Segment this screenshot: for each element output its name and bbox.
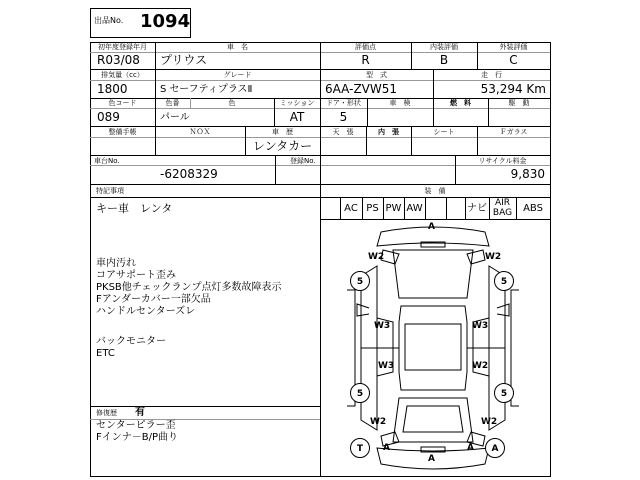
label-fuel: 燃 料 — [450, 99, 471, 107]
label-color: 色 — [228, 99, 236, 107]
repair-line-2: Fインナ－B/P曲り — [96, 432, 179, 443]
label-doors-shape: ドア・形状 — [326, 99, 361, 107]
chassis-number: -6208329 — [160, 167, 218, 181]
label-repair-history: 修復歴 — [96, 409, 117, 417]
label-equipment: 装 備 — [424, 187, 446, 195]
equip-aw: AW — [406, 203, 423, 214]
damage-w2-front-right: W2 — [485, 252, 502, 262]
label-chassis: 車台No. — [94, 157, 120, 165]
repair-line-1: センターピラー歪 — [96, 420, 176, 431]
label-nox: ＮＯＸ — [189, 128, 211, 136]
car-name: プリウス — [160, 53, 208, 67]
label-roof: 天 張 — [332, 128, 354, 136]
tire-rear-right: 5 — [494, 383, 514, 403]
remarks-line1: キー車 レンタ — [96, 202, 173, 215]
label-displacement: 排気量（cc） — [101, 71, 144, 79]
equip-airbag-line1: AIR — [494, 198, 511, 208]
remark-item: バックモニター — [96, 336, 166, 347]
label-seat: シート — [433, 128, 455, 136]
tire-front-right: 5 — [494, 271, 514, 291]
label-interior-lining: 内 張 — [378, 128, 399, 136]
damage-a-bottom-right: A — [467, 443, 474, 453]
label-grade: グレード — [223, 71, 252, 79]
remark-item: ハンドルセンターズレ — [96, 306, 196, 317]
tire-front-left: 5 — [350, 271, 370, 291]
remark-item: ETC — [96, 348, 115, 359]
tire-bottom-right: A — [485, 438, 505, 458]
tire-rear-left: 5 — [350, 383, 370, 403]
label-color-num: 色番 — [165, 99, 180, 107]
label-model: 型 式 — [366, 71, 387, 79]
equip-pw: PW — [385, 203, 402, 214]
damage-a-bottom-left: A — [383, 443, 390, 453]
label-reg-year: 初年度登録年月 — [98, 43, 147, 51]
label-recycle: リサイクル料金 — [478, 157, 527, 165]
damage-w3-left-front-door: W3 — [374, 321, 391, 331]
label-maintenance: 整備手帳 — [108, 128, 137, 136]
remark-item: 車内汚れ — [96, 258, 136, 269]
grade: S セーフティプラスⅡ — [160, 84, 253, 95]
reg-year: R03/08 — [97, 53, 140, 67]
mileage: 53,294 Km — [480, 82, 546, 96]
transmission: AT — [289, 110, 305, 124]
score: R — [361, 53, 370, 67]
damage-rear-a: A — [428, 454, 435, 464]
car-damage-diagram — [321, 220, 550, 476]
label-exterior-score: 外装評価 — [499, 43, 528, 51]
equip-airbag-line2: BAG — [492, 208, 513, 218]
color-code: 089 — [97, 110, 120, 124]
lot-number-label: 出品No. — [94, 16, 124, 25]
displacement: 1800 — [97, 82, 128, 96]
label-color-code: 色コード — [108, 99, 137, 107]
equip-ac: AC — [344, 203, 358, 214]
label-reg-no: 登録No. — [290, 157, 316, 165]
model-code: 6AA-ZVW51 — [325, 82, 398, 96]
interior-score: B — [439, 53, 449, 67]
label-transmission: ミッション — [279, 99, 315, 107]
label-glass: Ｆガラス — [499, 128, 528, 136]
label-history: 車 歴 — [272, 128, 293, 136]
damage-w2-front-left: W2 — [368, 252, 385, 262]
recycle-fee: 9,830 — [510, 167, 545, 181]
label-remarks: 特記事項 — [96, 187, 124, 195]
damage-w3-left-rear-door: W3 — [378, 361, 395, 371]
damage-w2-right-rear-door: W2 — [472, 361, 489, 371]
repair-history-value: 有 — [135, 407, 145, 418]
doors: 5 — [339, 110, 348, 124]
remark-item: PKSB他チェックランプ点灯多数故障表示 — [96, 282, 282, 293]
equip-abs: ABS — [523, 203, 543, 214]
damage-w3-right-front-door: W3 — [472, 321, 489, 331]
history: レンタカー — [252, 139, 313, 153]
label-interior-score: 内装評価 — [430, 43, 458, 51]
equip-ps: PS — [366, 203, 379, 214]
damage-front-a: A — [428, 222, 435, 232]
label-score: 評価点 — [355, 43, 376, 51]
label-mileage: 走 行 — [481, 71, 502, 79]
color: パール — [160, 112, 190, 123]
label-inspection: 車 検 — [389, 99, 411, 107]
label-drive: 駆 動 — [508, 99, 530, 107]
lot-number: 1094 — [140, 11, 191, 32]
remark-item: コアサポート歪み — [96, 270, 176, 281]
damage-w2-right-rear: W2 — [481, 417, 498, 427]
label-car-name: 車 名 — [227, 43, 248, 51]
exterior-score: C — [509, 53, 518, 67]
spare-tire: T — [350, 438, 370, 458]
remark-item: Fアンダーカバー一部欠品 — [96, 294, 211, 305]
equip-navi: ナビ — [467, 203, 487, 214]
damage-w3-left-rear: W2 — [370, 417, 387, 427]
